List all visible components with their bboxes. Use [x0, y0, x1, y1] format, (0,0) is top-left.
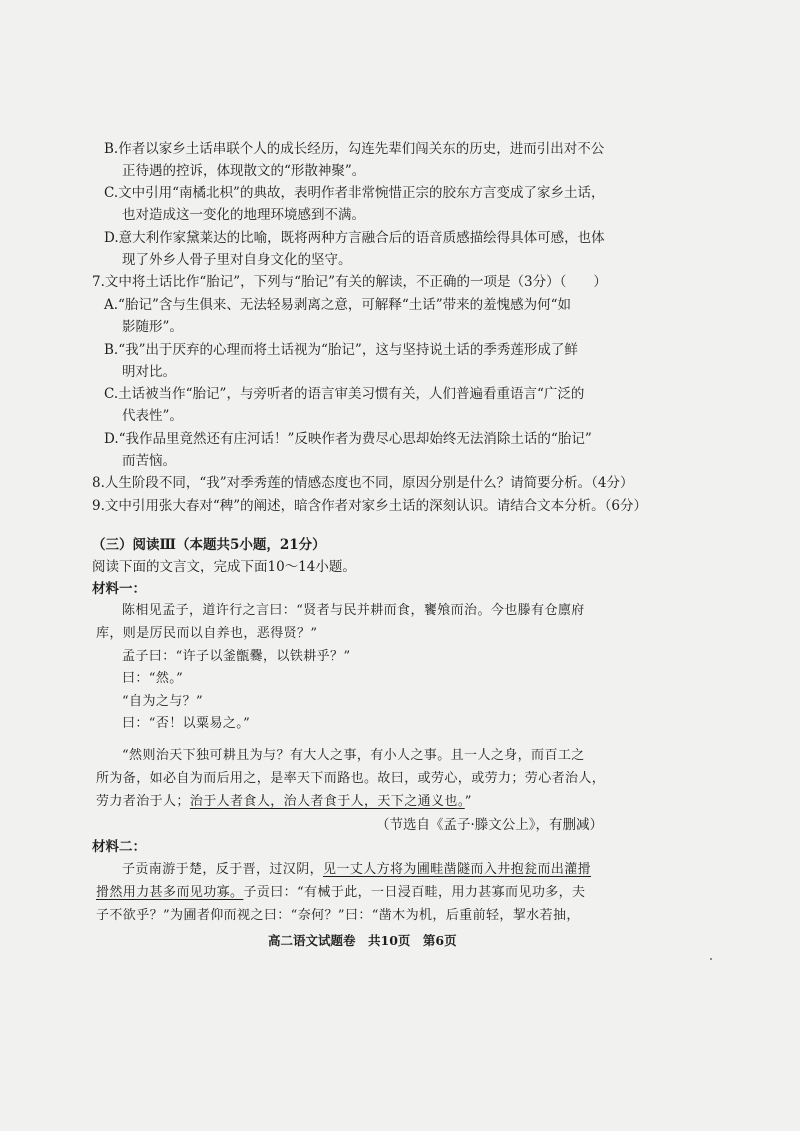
underlined-punctuation-passage-part2: 搰然用力甚多而见功寡。 — [96, 885, 244, 900]
q6-option-d-line2: 现了外乡人骨子里对自身文化的坚守。 — [122, 252, 352, 268]
q7-option-b-line1: B.“我”出于厌弃的心理而将土话视为“胎记”，这与坚持说土话的季秀莲形成了鲜 — [104, 342, 578, 358]
q6-option-b-line1: B.作者以家乡土话串联个人的成长经历，勾连先辈们闯关东的历史，进而引出对不公 — [104, 141, 605, 157]
q7-option-a-line2: 影随形”。 — [122, 319, 183, 335]
q6-option-c-line1: C.文中引用“南橘北枳”的典故，表明作者非常惋惜正宗的胶东方言变成了家乡土话， — [104, 185, 605, 201]
material2-line2-text: 子贡曰：“有械于此，一日浸百畦，用力甚寡而见功多，夫 — [243, 885, 586, 900]
q9-stem: 9.文中引用张大春对“稗”的阐述，暗含作者对家乡土话的深刻认识。请结合文本分析。（6分） — [92, 498, 648, 514]
q6-option-c-line2: 也对造成这一变化的地理环境感到不满。 — [122, 207, 365, 223]
material1-para6-line3-text: 劳力者治于人； — [96, 794, 190, 809]
material2-line1-text: 子贡南游于楚，反于晋，过汉阴， — [122, 862, 324, 877]
q7-option-c-line2: 代表性”。 — [122, 408, 183, 424]
material1-para5: 曰：“否！以粟易之。” — [122, 716, 251, 731]
underlined-punctuation-passage-part1: 见一丈人方将为圃畦凿隧而入井抱瓮而出灌搰 — [323, 862, 592, 877]
material1-para4: “自为之与？” — [122, 694, 204, 709]
q7-option-d-line2: 而苦恼。 — [122, 453, 176, 469]
q7-option-b-line2: 明对比。 — [122, 364, 176, 380]
section3-heading: （三）阅读Ⅲ（本题共5小题，21分） — [92, 537, 326, 553]
material1-para6-line1: “然则治天下独可耕且为与？有大人之事，有小人之事。且一人之身，而百工之 — [122, 748, 585, 763]
q7-option-c-line1: C.土话被当作“胎记”，与旁听者的语言审美习惯有关，人们普遍看重语言“广泛的 — [104, 386, 585, 402]
q8-stem: 8.人生阶段不同，“我”对季秀莲的情感态度也不同，原因分别是什么？请简要分析。（4分） — [92, 475, 634, 491]
underlined-translation-sentence-1: 治于人者食人，治人者食于人，天下之通义也。 — [189, 794, 465, 809]
scan-speck — [710, 958, 712, 960]
q6-option-b-line2: 正待遇的控诉，体现散文的“形散神聚”。 — [122, 163, 366, 179]
q7-option-d-line1: D.“我作品里竟然还有庄河话！”反映作者为费尽心思却始终无法消除土话的“胎记” — [104, 431, 592, 447]
material1-para6-line3 — [96, 793, 472, 811]
page-footer: 高二语文试题卷 共10页 第6页 — [268, 933, 457, 948]
material1-para3: 曰：“然。” — [122, 671, 184, 686]
material1-para1-line1: 陈相见孟子，道许行之言曰：“贤者与民并耕而食，饔飧而治。今也滕有仓廪府 — [122, 603, 585, 618]
material1-para1-line2: 库，则是厉民而以自养也，恶得贤？” — [96, 626, 318, 641]
material1-para2: 孟子曰：“许子以釜甑爨，以铁耕乎？” — [122, 649, 351, 664]
material1-source: （节选自《孟子·滕文公上》，有删减） — [376, 817, 604, 833]
material2-line2 — [96, 884, 585, 902]
section3-instruction: 阅读下面的文言文，完成下面10～14小题。 — [92, 559, 356, 575]
q7-option-a-line1: A.“胎记”含与生俱来、无法轻易剥离之意，可解释“土话”带来的羞愧感为何“如 — [104, 297, 572, 313]
q7-stem: 7.文中将土话比作“胎记”，下列与“胎记”有关的解读，不正确的一项是（3分）（ ） — [92, 274, 607, 290]
material1-para6-closing-quote: ” — [464, 794, 472, 809]
material2-label: 材料二： — [92, 839, 146, 855]
material1-para6-line2: 所为备，如必自为而后用之，是率天下而路也。故曰，或劳心，或劳力；劳心者治人， — [96, 771, 606, 786]
q6-option-d-line1: D.意大利作家黛莱达的比喻，既将两种方言融合后的语音质感描绘得具体可感，也体 — [104, 230, 605, 246]
material1-label: 材料一： — [92, 581, 146, 597]
material2-line3: 子不欲乎？”为圃者仰而视之曰：“奈何？”曰：“凿木为机，后重前轻，挈水若抽， — [96, 908, 580, 923]
material2-line1 — [122, 861, 591, 879]
